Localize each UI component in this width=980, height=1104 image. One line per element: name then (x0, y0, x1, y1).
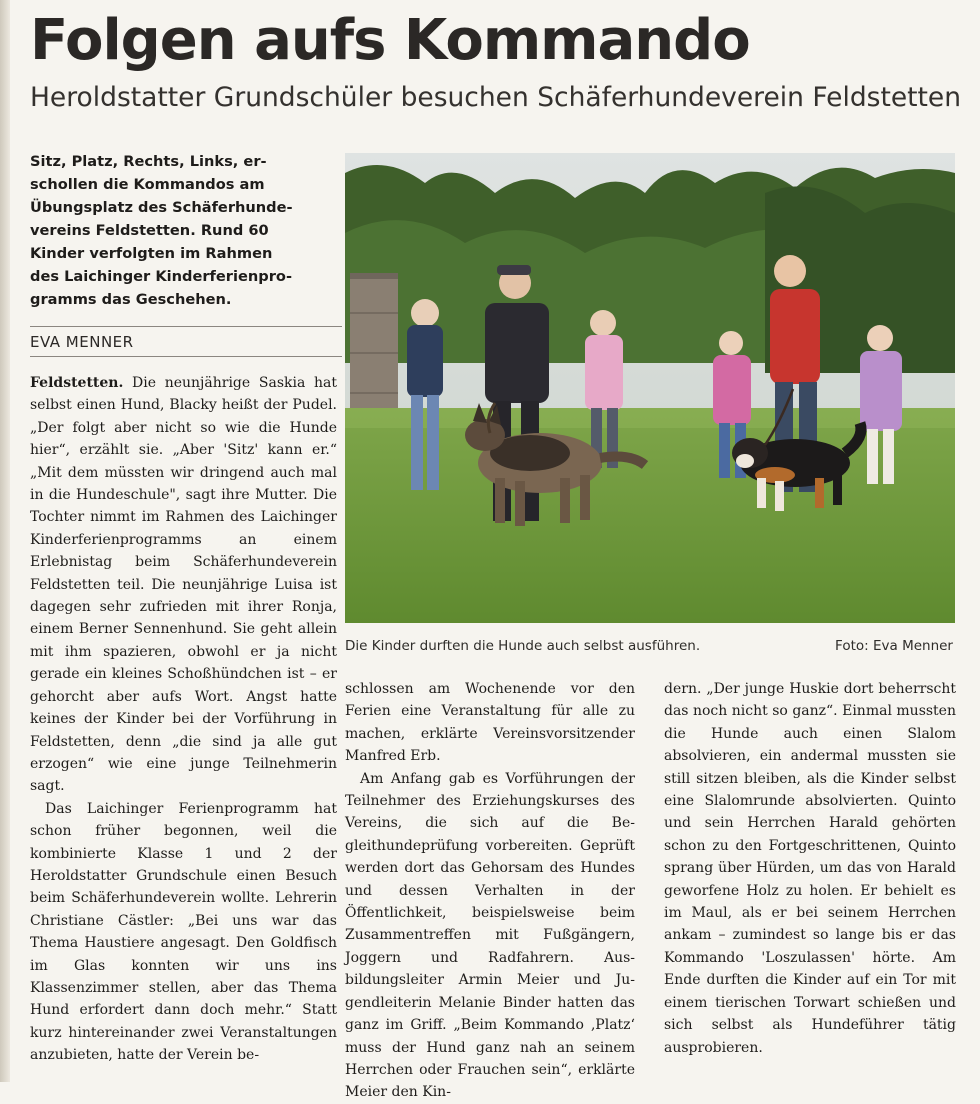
body-paragraph: dern. „Der junge Huskie dort beherrscht das noch nicht so ganz“. Einmal mussten die Hunde auch einen Slalom absolvieren, ein andermal mussten sie still sitzen bleiben, als die Kinder selbst eine Slalomrunde absolvierten. Quinto und sein Herrchen Harald gehörten schon zu den Fortgeschrittenen, Quinto sprang über Hürden, um das von Harald geworfene Holz zu holen. Er behielt es im Maul, als er bei seinem Herrchen ankam – zumindest so lange bis er das Kommando 'Loszulassen' hörte. Am Ende durften die Kinder auf ein Tor mit einem tierischen Torwart schießen und sich selbst als Hundeführer tätig ausprobieren. (664, 681, 956, 1056)
lead-line: vereins Feldstetten. Rund 60 (30, 222, 269, 239)
lead-line: des Laichinger Kinderferienpro- (30, 268, 293, 285)
scan-edge (0, 0, 10, 1082)
body-paragraph (30, 372, 337, 798)
body-paragraph: schlossen am Wochenende vor den Ferien eine Veranstaltung für alle zu machen, erklärte Vereinsvorsitzender Manfred Erb. (345, 681, 635, 765)
lead-line: Übungsplatz des Schäferhunde- (30, 199, 293, 216)
lead-line: schollen die Kommandos am (30, 176, 265, 193)
caption-text: Die Kinder durften die Hunde auch selbst ausführen. (345, 638, 701, 654)
photo-caption (345, 634, 955, 658)
body-text: Die neunjährige Saskia hat selbst einen Hund, Blacky heißt der Pudel. „Der folgt aber nicht so wie die Hunde hier“, erzählt sie. „Aber 'Sitz' kann er.“ „Mit dem müssten wir dringend auch mal in die Hundeschule", sagt ihre Mutter. Die Tochter nimmt im Rahmen des Laichinger Kinderferienprogramms an einem Erlebnistag beim Schäferhundeverein Feldstetten teil. Die neunjährige Luisa ist dagegen sehr zufrieden mit ihrer Ronja, einem Berner Sennenhund. Sie geht allein mit ihm spazieren, obwohl er ja nicht gerade ein kleines Schoßhündchen ist – er gehorcht aber aufs Wort. Angst hatte keines der Kinder bei der Vorführung in Feldstetten, denn „die sind ja alle gut erzogen“ wie eine junge Teilnehmerin sagt. (30, 375, 337, 795)
dateline: Feldstetten. (30, 375, 124, 391)
lead-line: Kinder verfolgten im Rahmen (30, 245, 273, 262)
photo-credit: Foto: Eva Menner (835, 638, 953, 654)
article-photo (345, 153, 955, 623)
article-column-2 (345, 678, 635, 1104)
lead-line: gramms das Geschehen. (30, 291, 232, 308)
photo-dog-training-field (345, 153, 955, 623)
author-rule-top (30, 326, 342, 327)
lead-line: Sitz, Platz, Rechts, Links, er- (30, 153, 267, 170)
author-rule-bottom (30, 356, 342, 357)
article-column-1 (30, 372, 337, 1067)
subheadline: Heroldstatter Grundschüler besuchen Schäferhundeverein Feldstetten (30, 82, 962, 113)
headline: Folgen aufs Kommando (30, 8, 750, 73)
author-byline: EVA MENNER (30, 333, 134, 351)
body-paragraph: Das Laichinger Ferienprogramm hat schon früher begonnen, weil die kombinierte Klasse 1 und 2 der Heroldstatter Grundschule einen Besuch beim Schäferhundeverein wollte. Lehrerin Christiane Cästler: „Bei uns war das Thema Haustiere angesagt. Den Goldfisch im Glas konnten wir uns ins Klassenzimmer stellen, aber das Thema Hund erfordert dann doch mehr.“ Statt kurz hintereinander zwei Veranstaltungen anzubieten, hatte der Verein be- (30, 800, 337, 1064)
body-paragraph: Am Anfang gab es Vorführungen der Teilnehmer des Erziehungskurses des Vereins, die sich auf die Begleithundeprüfung vorbereiten. Geprüft werden dort das Gehorsam des Hundes und dessen Verhalten in der Öffentlichkeit, beispielsweise beim Zusammentreffen mit Fußgängern, Joggern und Radfahrern. Ausbildungsleiter Armin Meier und Jugendleiterin Melanie Binder hatten das ganz im Griff. „Beim Kommando ‚Platz‘ muss der Hund ganz nah an seinem Herrchen oder Frauchen sein“, erklärte Meier den Kin- (345, 770, 635, 1101)
article-column-3 (664, 678, 956, 1059)
lead-paragraph (30, 150, 330, 311)
